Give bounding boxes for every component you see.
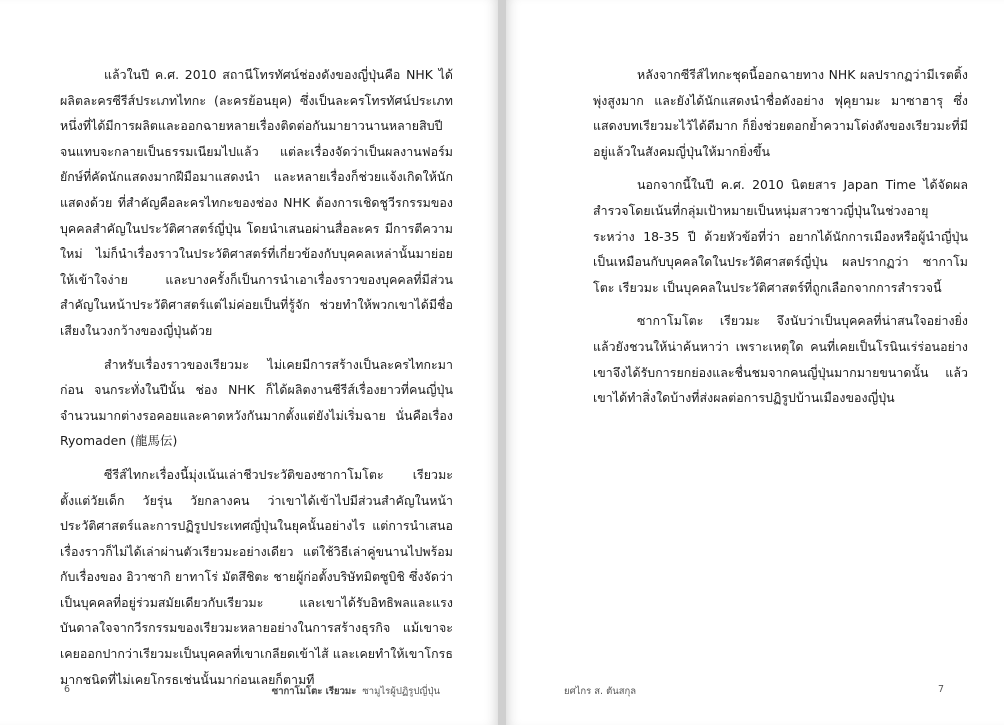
- running-footer-author: ยศไกร ส. ตันสกุล: [564, 686, 637, 697]
- paragraph: นอกจากนี้ในปี ค.ศ. 2010 นิตยสาร Japan Time ได้จัดผลสำรวจโดยเน้นที่กลุ่มเป้าหมายเป็นหนุ่มสาวชาวญี่ปุ่นในช่วงอายุระหว่าง 18-35 ปี ด้วยหัวข้อที่ว่า อยากได้นักการเมืองหรือผู้นำญี่ปุ่นเป็นเหมือนกับบุคคลใดในประวัติศาสตร์ญี่ปุ่น ผลปรากฏว่า ซากาโมโตะ เรียวมะ เป็นบุคคลในประวัติศาสตร์ที่ถูกเลือกจากการสำรวจนี้: [593, 177, 968, 295]
- left-page-body: [60, 62, 453, 692]
- page-number: 7: [937, 684, 944, 695]
- paragraph: หลังจากซีรีส์ไทกะชุดนี้ออกฉายทาง NHK ผลปรากฏว่ามีเรตติ้งพุ่งสูงมาก และยังได้นักแสดงนำชื่อดังอย่าง ฟุคุยามะ มาซาฮารุ ซึ่งแสดงบทเรียวมะไว้ได้ดีมาก ก็ยิ่งช่วยตอกย้ำความโด่งดังของเรียวมะที่มีอยู่แล้วในสังคมญี่ปุ่นให้มากยิ่งขึ้น: [593, 67, 968, 159]
- paragraph: ซีรีส์ไทกะเรื่องนี้มุ่งเน้นเล่าชีวประวัติของซากาโมโตะ เรียวมะ ตั้งแต่วัยเด็ก วัยรุ่น วัยกลางคน ว่าเขาได้เข้าไปมีส่วนสำคัญในหน้าประวัติศาสตร์และการปฏิรูปประเทศญี่ปุ่นในยุคนั้นอย่างไร แต่การนำเสนอเรื่องราวก็ไม่ได้เล่าผ่านตัวเรียวมะอย่างเดียว แต่ใช้วิธีเล่าคู่ขนานไปพร้อมกับเรื่องของ อิวาซากิ ยาทาโร่ มัตสึชิตะ ชายผู้ก่อตั้งบริษัทมิตซูบิชิ ซึ่งจัดว่าเป็นบุคคลที่อยู่ร่วมสมัยเดียวกับเรียวมะ และเขาได้รับอิทธิพลและแรงบันดาลใจจากวีรกรรมของเรียวมะหลายอย่างในการสร้างธุรกิจ แม้เขาจะเคยออกปากว่าเรียวมะเป็นบุคคลที่เขาเกลียดเข้าไส้ และเคยทำให้เขาโกรธมากชนิดที่ไม่เคยโกรธเช่นนั้นมาก่อนเลยก็ตามที: [60, 466, 453, 687]
- right-page-body: [593, 62, 968, 411]
- paragraph: ซากาโมโตะ เรียวมะ จึงนับว่าเป็นบุคคลที่น่าสนใจอย่างยิ่ง แล้วยังชวนให้น่าค้นหาว่า เพราะเหตุใด คนที่เคยเป็นโรนินเร่ร่อนอย่างเขาจึงได้รับการยกย่องและชื่นชมจากคนญี่ปุ่นมากมายขนาดนั้น แล้วเขาได้ทำสิ่งใดบ้างที่ส่งผลต่อการปฏิรูปบ้านเมืองของญี่ปุ่น: [593, 313, 968, 406]
- footer-book-subtitle: ซามูไรผู้ปฏิรูปญี่ปุ่น: [362, 686, 440, 697]
- paragraph: สำหรับเรื่องราวของเรียวมะ ไม่เคยมีการสร้างเป็นละครไทกะมาก่อน จนกระทั่งในปีนั้น ช่อง NHK ก็ได้ผลิตงานซีรีส์เรื่องยาวที่คนญี่ปุ่นจำนวนมากต่างรอคอยและคาดหวังกันมากตั้งแต่ยังไม่เริ่มฉาย นั่นคือเรื่อง Ryomaden (龍馬伝): [60, 356, 453, 449]
- footer-book-title: ซากาโมโตะ เรียวมะ: [271, 686, 357, 697]
- right-page: [506, 0, 1004, 725]
- left-page: [0, 0, 498, 725]
- book-gutter: [498, 0, 506, 725]
- page-number: 6: [64, 684, 71, 695]
- paragraph: แล้วในปี ค.ศ. 2010 สถานีโทรทัศน์ช่องดังของญี่ปุ่นคือ NHK ได้ผลิตละครซีรีส์ประเภทไทกะ (ละครย้อนยุค) ซึ่งเป็นละครโทรทัศน์ประเภทหนึ่งที่ได้มีการผลิตและออกฉายหลายเรื่องติดต่อกันมายาวนานหลายสิบปีจนแทบจะกลายเป็นธรรมเนียมไปแล้ว แต่ละเรื่องจัดว่าเป็นผลงานฟอร์มยักษ์ที่คัดนักแสดงมากฝีมือมาแสดงนำ และหลายเรื่องก็ช่วยแจ้งเกิดให้นักแสดงด้วย ที่สำคัญคือละครไทกะของช่อง NHK ต้องการเชิดชูวีรกรรมของบุคคลสำคัญในประวัติศาสตร์ญี่ปุ่น โดยนำเสนอผ่านสื่อละคร มีการตีความใหม่ ไม่ก็นำเรื่องราวในประวัติศาสตร์ที่เกี่ยวข้องกับบุคคลเหล่านั้นมาย่อยให้เข้าใจง่าย และบางครั้งก็เป็นการนำเอาเรื่องราวของบุคคลที่มีส่วนสำคัญในหน้าประวัติศาสตร์แต่ไม่ค่อยเป็นที่รู้จัก ช่วยทำให้พวกเขาได้มีชื่อเสียงในวงกว้างของญี่ปุ่นด้วย: [60, 67, 453, 338]
- running-footer-title: [272, 684, 440, 699]
